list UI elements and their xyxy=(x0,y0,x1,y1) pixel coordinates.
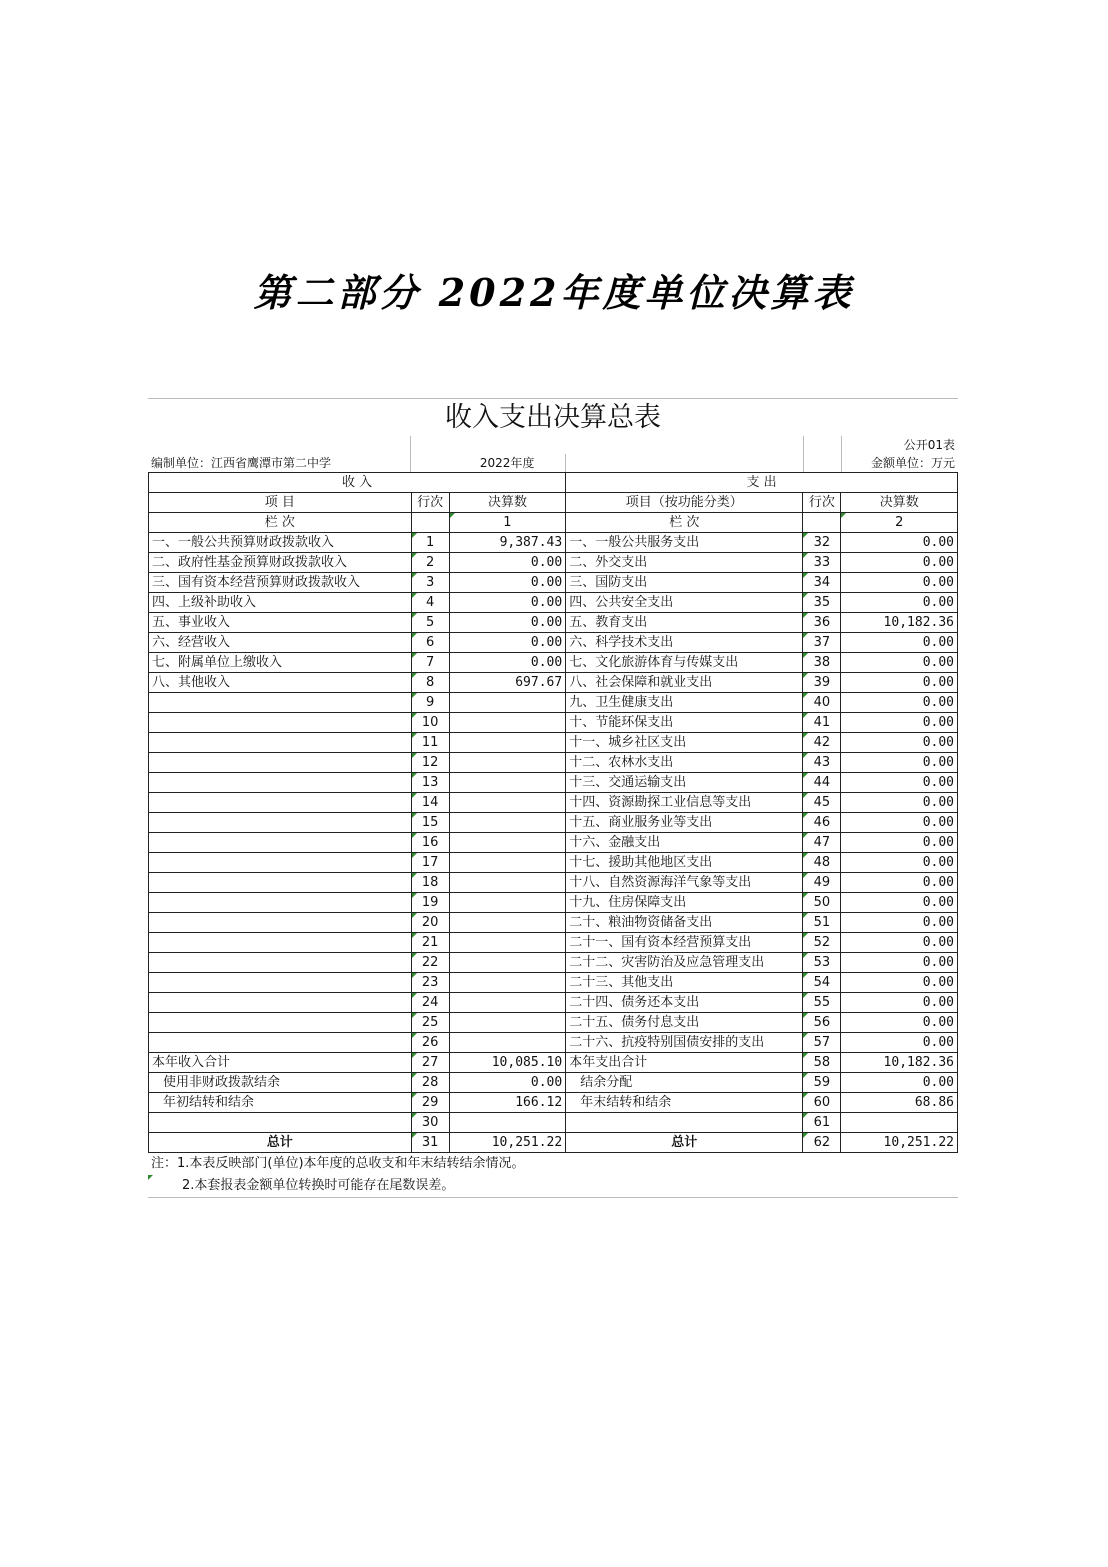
income-line-no: 3 xyxy=(411,573,449,593)
income-item-name xyxy=(149,853,412,873)
table-row xyxy=(149,773,958,793)
income-item-name: 使用非财政拨款结余 xyxy=(149,1073,412,1093)
table-title: 收入支出决算总表 xyxy=(148,398,958,436)
expense-line-no: 55 xyxy=(803,993,841,1013)
income-line-no: 17 xyxy=(411,853,449,873)
column-index-label: 栏 次 xyxy=(149,513,412,533)
expense-line-no: 56 xyxy=(803,1013,841,1033)
table-row xyxy=(149,1033,958,1053)
expense-item-name: 二十六、抗疫特别国债安排的支出 xyxy=(566,1033,803,1053)
income-amount: 10,085.10 xyxy=(449,1053,565,1073)
column-index-label: 栏 次 xyxy=(566,513,803,533)
income-line-no: 23 xyxy=(411,973,449,993)
income-item-name: 本年收入合计 xyxy=(149,1053,412,1073)
income-amount xyxy=(449,913,565,933)
expense-amount: 10,182.36 xyxy=(841,1053,958,1073)
meta-table xyxy=(148,436,958,472)
year-label: 2022年度 xyxy=(479,456,535,470)
expense-amount: 0.00 xyxy=(841,1033,958,1053)
expense-amount: 0.00 xyxy=(841,693,958,713)
col-header-amount: 决算数 xyxy=(841,493,958,513)
income-amount xyxy=(449,713,565,733)
table-row xyxy=(149,733,958,753)
expense-amount: 0.00 xyxy=(841,633,958,653)
expense-amount: 0.00 xyxy=(841,993,958,1013)
income-item-name xyxy=(149,813,412,833)
expense-amount: 0.00 xyxy=(841,733,958,753)
income-amount xyxy=(449,853,565,873)
income-line-no: 26 xyxy=(411,1033,449,1053)
table-summary xyxy=(149,1053,958,1133)
income-amount: 0.00 xyxy=(449,573,565,593)
income-amount xyxy=(449,1033,565,1053)
income-item-name: 二、政府性基金预算财政拨款收入 xyxy=(149,553,412,573)
income-line-no: 8 xyxy=(411,673,449,693)
expense-amount: 0.00 xyxy=(841,953,958,973)
table-row xyxy=(149,933,958,953)
expense-amount: 0.00 xyxy=(841,973,958,993)
expense-item-name: 五、教育支出 xyxy=(566,613,803,633)
expense-item-name: 六、科学技术支出 xyxy=(566,633,803,653)
table-row xyxy=(149,533,958,553)
expense-item-name: 二十四、债务还本支出 xyxy=(566,993,803,1013)
income-item-name xyxy=(149,1033,412,1053)
table-row xyxy=(149,953,958,973)
expense-line-no: 36 xyxy=(803,613,841,633)
expense-line-no: 61 xyxy=(803,1113,841,1133)
expense-line-no: 58 xyxy=(803,1053,841,1073)
expense-line-no: 33 xyxy=(803,553,841,573)
expense-item-name xyxy=(566,1113,803,1133)
expense-amount: 0.00 xyxy=(841,673,958,693)
expense-line-no: 57 xyxy=(803,1033,841,1053)
expense-item-name: 十一、城乡社区支出 xyxy=(566,733,803,753)
expense-item-name: 十四、资源勘探工业信息等支出 xyxy=(566,793,803,813)
col-header-line-no: 行次 xyxy=(803,493,841,513)
table-row xyxy=(149,793,958,813)
income-item-name: 五、事业收入 xyxy=(149,613,412,633)
income-item-name xyxy=(149,733,412,753)
table-row xyxy=(149,673,958,693)
expense-amount: 0.00 xyxy=(841,573,958,593)
expense-total-amount: 10,251.22 xyxy=(841,1133,958,1153)
unit-label: 编制单位：江西省鹰潭市第二中学 xyxy=(151,456,332,470)
expense-amount: 0.00 xyxy=(841,913,958,933)
expense-line-no: 35 xyxy=(803,593,841,613)
expense-item-name: 十七、援助其他地区支出 xyxy=(566,853,803,873)
income-line-no: 20 xyxy=(411,913,449,933)
expense-item-name: 十、节能环保支出 xyxy=(566,713,803,733)
expense-line-no: 44 xyxy=(803,773,841,793)
income-line-no: 13 xyxy=(411,773,449,793)
amount-unit: 金额单位：万元 xyxy=(841,454,958,472)
income-amount: 166.12 xyxy=(449,1093,565,1113)
total-row xyxy=(149,1133,958,1153)
income-item-name xyxy=(149,773,412,793)
section-expense-header: 支 出 xyxy=(566,473,958,493)
income-item-name: 四、上级补助收入 xyxy=(149,593,412,613)
income-item-name xyxy=(149,913,412,933)
income-amount: 0.00 xyxy=(449,553,565,573)
income-item-name xyxy=(149,973,412,993)
income-item-name xyxy=(149,1013,412,1033)
table-row xyxy=(149,1013,958,1033)
income-item-name xyxy=(149,933,412,953)
expense-amount: 68.86 xyxy=(841,1093,958,1113)
col-header-item: 项 目 xyxy=(149,493,412,513)
income-total-label: 总计 xyxy=(149,1133,412,1153)
table-row xyxy=(149,1053,958,1073)
expense-item-name: 二十五、债务付息支出 xyxy=(566,1013,803,1033)
income-amount xyxy=(449,1113,565,1133)
table-row xyxy=(149,613,958,633)
income-total-amount: 10,251.22 xyxy=(449,1133,565,1153)
expense-amount: 0.00 xyxy=(841,833,958,853)
table-row xyxy=(149,993,958,1013)
income-line-no: 1 xyxy=(411,533,449,553)
expense-item-name: 十六、金融支出 xyxy=(566,833,803,853)
table-row xyxy=(149,693,958,713)
column-index-income: 1 xyxy=(449,513,565,533)
expense-item-name: 二、外交支出 xyxy=(566,553,803,573)
expense-amount: 0.00 xyxy=(841,773,958,793)
income-item-name xyxy=(149,893,412,913)
expense-item-name: 结余分配 xyxy=(566,1073,803,1093)
note-1: 注：1.本表反映部门(单位)本年度的总收支和年末结转结余情况。 xyxy=(151,1156,525,1171)
expense-item-name: 二十三、其他支出 xyxy=(566,973,803,993)
table-row xyxy=(149,1113,958,1133)
expense-line-no: 42 xyxy=(803,733,841,753)
expense-line-no: 47 xyxy=(803,833,841,853)
income-line-no: 7 xyxy=(411,653,449,673)
income-line-no: 14 xyxy=(411,793,449,813)
expense-line-no: 52 xyxy=(803,933,841,953)
expense-line-no: 34 xyxy=(803,573,841,593)
summary-table xyxy=(148,472,958,1153)
income-line-no: 21 xyxy=(411,933,449,953)
income-amount xyxy=(449,873,565,893)
income-line-no: 6 xyxy=(411,633,449,653)
income-line-no: 22 xyxy=(411,953,449,973)
income-amount: 0.00 xyxy=(449,633,565,653)
expense-item-name: 十九、住房保障支出 xyxy=(566,893,803,913)
table-row xyxy=(149,713,958,733)
income-line-no: 5 xyxy=(411,613,449,633)
income-amount xyxy=(449,1013,565,1033)
expense-line-no: 54 xyxy=(803,973,841,993)
income-line-no: 16 xyxy=(411,833,449,853)
expense-line-no: 45 xyxy=(803,793,841,813)
income-amount xyxy=(449,893,565,913)
income-total-line-no: 31 xyxy=(411,1133,449,1153)
expense-amount: 0.00 xyxy=(841,933,958,953)
income-amount xyxy=(449,793,565,813)
expense-total-line-no: 62 xyxy=(803,1133,841,1153)
income-amount: 0.00 xyxy=(449,1073,565,1093)
col-header-line-no: 行次 xyxy=(411,493,449,513)
expense-amount: 0.00 xyxy=(841,753,958,773)
note-2: 2.本套报表金额单位转换时可能存在尾数误差。 xyxy=(148,1175,958,1198)
income-line-no: 11 xyxy=(411,733,449,753)
income-item-name xyxy=(149,833,412,853)
table-row xyxy=(149,853,958,873)
table-row xyxy=(149,1093,958,1113)
expense-amount: 0.00 xyxy=(841,893,958,913)
income-amount xyxy=(449,973,565,993)
income-line-no: 27 xyxy=(411,1053,449,1073)
income-amount xyxy=(449,753,565,773)
income-amount xyxy=(449,733,565,753)
expense-line-no: 39 xyxy=(803,673,841,693)
table-row xyxy=(149,873,958,893)
table-row xyxy=(149,833,958,853)
expense-amount: 0.00 xyxy=(841,793,958,813)
expense-amount: 0.00 xyxy=(841,853,958,873)
expense-line-no: 43 xyxy=(803,753,841,773)
expense-line-no: 37 xyxy=(803,633,841,653)
notes-table xyxy=(148,1153,958,1198)
income-amount xyxy=(449,993,565,1013)
income-item-name: 六、经营收入 xyxy=(149,633,412,653)
income-amount: 697.67 xyxy=(449,673,565,693)
table-row xyxy=(149,1073,958,1093)
income-amount xyxy=(449,693,565,713)
income-item-name: 八、其他收入 xyxy=(149,673,412,693)
expense-amount: 0.00 xyxy=(841,873,958,893)
income-item-name: 年初结转和结余 xyxy=(149,1093,412,1113)
expense-item-name: 二十二、灾害防治及应急管理支出 xyxy=(566,953,803,973)
table-row xyxy=(149,893,958,913)
income-line-no: 18 xyxy=(411,873,449,893)
expense-line-no: 51 xyxy=(803,913,841,933)
income-item-name xyxy=(149,753,412,773)
section-income-header: 收 入 xyxy=(149,473,566,493)
income-amount xyxy=(449,773,565,793)
col-header-amount: 决算数 xyxy=(449,493,565,513)
expense-line-no: 32 xyxy=(803,533,841,553)
table-row xyxy=(149,573,958,593)
income-line-no: 29 xyxy=(411,1093,449,1113)
table-row xyxy=(149,633,958,653)
expense-line-no: 49 xyxy=(803,873,841,893)
table-row xyxy=(149,553,958,573)
table-row xyxy=(149,973,958,993)
expense-line-no: 48 xyxy=(803,853,841,873)
income-amount xyxy=(449,933,565,953)
income-amount: 0.00 xyxy=(449,593,565,613)
expense-amount: 0.00 xyxy=(841,653,958,673)
table-row xyxy=(149,813,958,833)
expense-amount: 0.00 xyxy=(841,1073,958,1093)
expense-amount: 0.00 xyxy=(841,553,958,573)
expense-amount xyxy=(841,1113,958,1133)
expense-item-name: 十三、交通运输支出 xyxy=(566,773,803,793)
income-line-no: 2 xyxy=(411,553,449,573)
expense-item-name: 九、卫生健康支出 xyxy=(566,693,803,713)
expense-item-name: 十五、商业服务业等支出 xyxy=(566,813,803,833)
expense-amount: 10,182.36 xyxy=(841,613,958,633)
expense-line-no: 59 xyxy=(803,1073,841,1093)
income-item-name: 三、国有资本经营预算财政拨款收入 xyxy=(149,573,412,593)
income-amount: 0.00 xyxy=(449,653,565,673)
income-line-no: 10 xyxy=(411,713,449,733)
expense-item-name: 三、国防支出 xyxy=(566,573,803,593)
income-line-no: 9 xyxy=(411,693,449,713)
income-item-name: 一、一般公共预算财政拨款收入 xyxy=(149,533,412,553)
income-item-name xyxy=(149,793,412,813)
income-line-no: 25 xyxy=(411,1013,449,1033)
expense-item-name: 七、文化旅游体育与传媒支出 xyxy=(566,653,803,673)
expense-amount: 0.00 xyxy=(841,813,958,833)
expense-item-name: 十八、自然资源海洋气象等支出 xyxy=(566,873,803,893)
expense-item-name: 本年支出合计 xyxy=(566,1053,803,1073)
expense-item-name: 八、社会保障和就业支出 xyxy=(566,673,803,693)
column-index-expense: 2 xyxy=(841,513,958,533)
expense-line-no: 40 xyxy=(803,693,841,713)
income-line-no: 28 xyxy=(411,1073,449,1093)
expense-item-name: 二十、粮油物资储备支出 xyxy=(566,913,803,933)
expense-amount: 0.00 xyxy=(841,533,958,553)
table-row xyxy=(149,653,958,673)
expense-amount: 0.00 xyxy=(841,1013,958,1033)
income-amount xyxy=(449,813,565,833)
form-code: 公开01表 xyxy=(841,436,958,454)
expense-item-name: 二十一、国有资本经营预算支出 xyxy=(566,933,803,953)
table-row xyxy=(149,913,958,933)
income-amount xyxy=(449,953,565,973)
page-title: 第二部分 2022年度单位决算表 xyxy=(253,270,855,315)
income-item-name xyxy=(149,713,412,733)
income-item-name xyxy=(149,993,412,1013)
income-line-no: 4 xyxy=(411,593,449,613)
col-header-item-func: 项目（按功能分类） xyxy=(566,493,803,513)
expense-line-no: 50 xyxy=(803,893,841,913)
income-item-name: 七、附属单位上缴收入 xyxy=(149,653,412,673)
income-line-no: 15 xyxy=(411,813,449,833)
income-item-name xyxy=(149,953,412,973)
income-item-name xyxy=(149,693,412,713)
table-body xyxy=(149,533,958,1053)
income-item-name xyxy=(149,1113,412,1133)
income-amount xyxy=(449,833,565,853)
table-row xyxy=(149,753,958,773)
income-item-name xyxy=(149,873,412,893)
table-row xyxy=(149,593,958,613)
expense-amount: 0.00 xyxy=(841,713,958,733)
expense-total-label: 总计 xyxy=(566,1133,803,1153)
expense-line-no: 38 xyxy=(803,653,841,673)
income-amount: 0.00 xyxy=(449,613,565,633)
income-line-no: 30 xyxy=(411,1113,449,1133)
income-line-no: 24 xyxy=(411,993,449,1013)
expense-line-no: 60 xyxy=(803,1093,841,1113)
expense-item-name: 年末结转和结余 xyxy=(566,1093,803,1113)
expense-line-no: 46 xyxy=(803,813,841,833)
expense-line-no: 53 xyxy=(803,953,841,973)
income-line-no: 19 xyxy=(411,893,449,913)
expense-line-no: 41 xyxy=(803,713,841,733)
income-amount: 9,387.43 xyxy=(449,533,565,553)
income-line-no: 12 xyxy=(411,753,449,773)
expense-item-name: 一、一般公共服务支出 xyxy=(566,533,803,553)
expense-amount: 0.00 xyxy=(841,593,958,613)
expense-item-name: 十二、农林水支出 xyxy=(566,753,803,773)
expense-item-name: 四、公共安全支出 xyxy=(566,593,803,613)
income-expense-summary-sheet xyxy=(148,398,958,1198)
